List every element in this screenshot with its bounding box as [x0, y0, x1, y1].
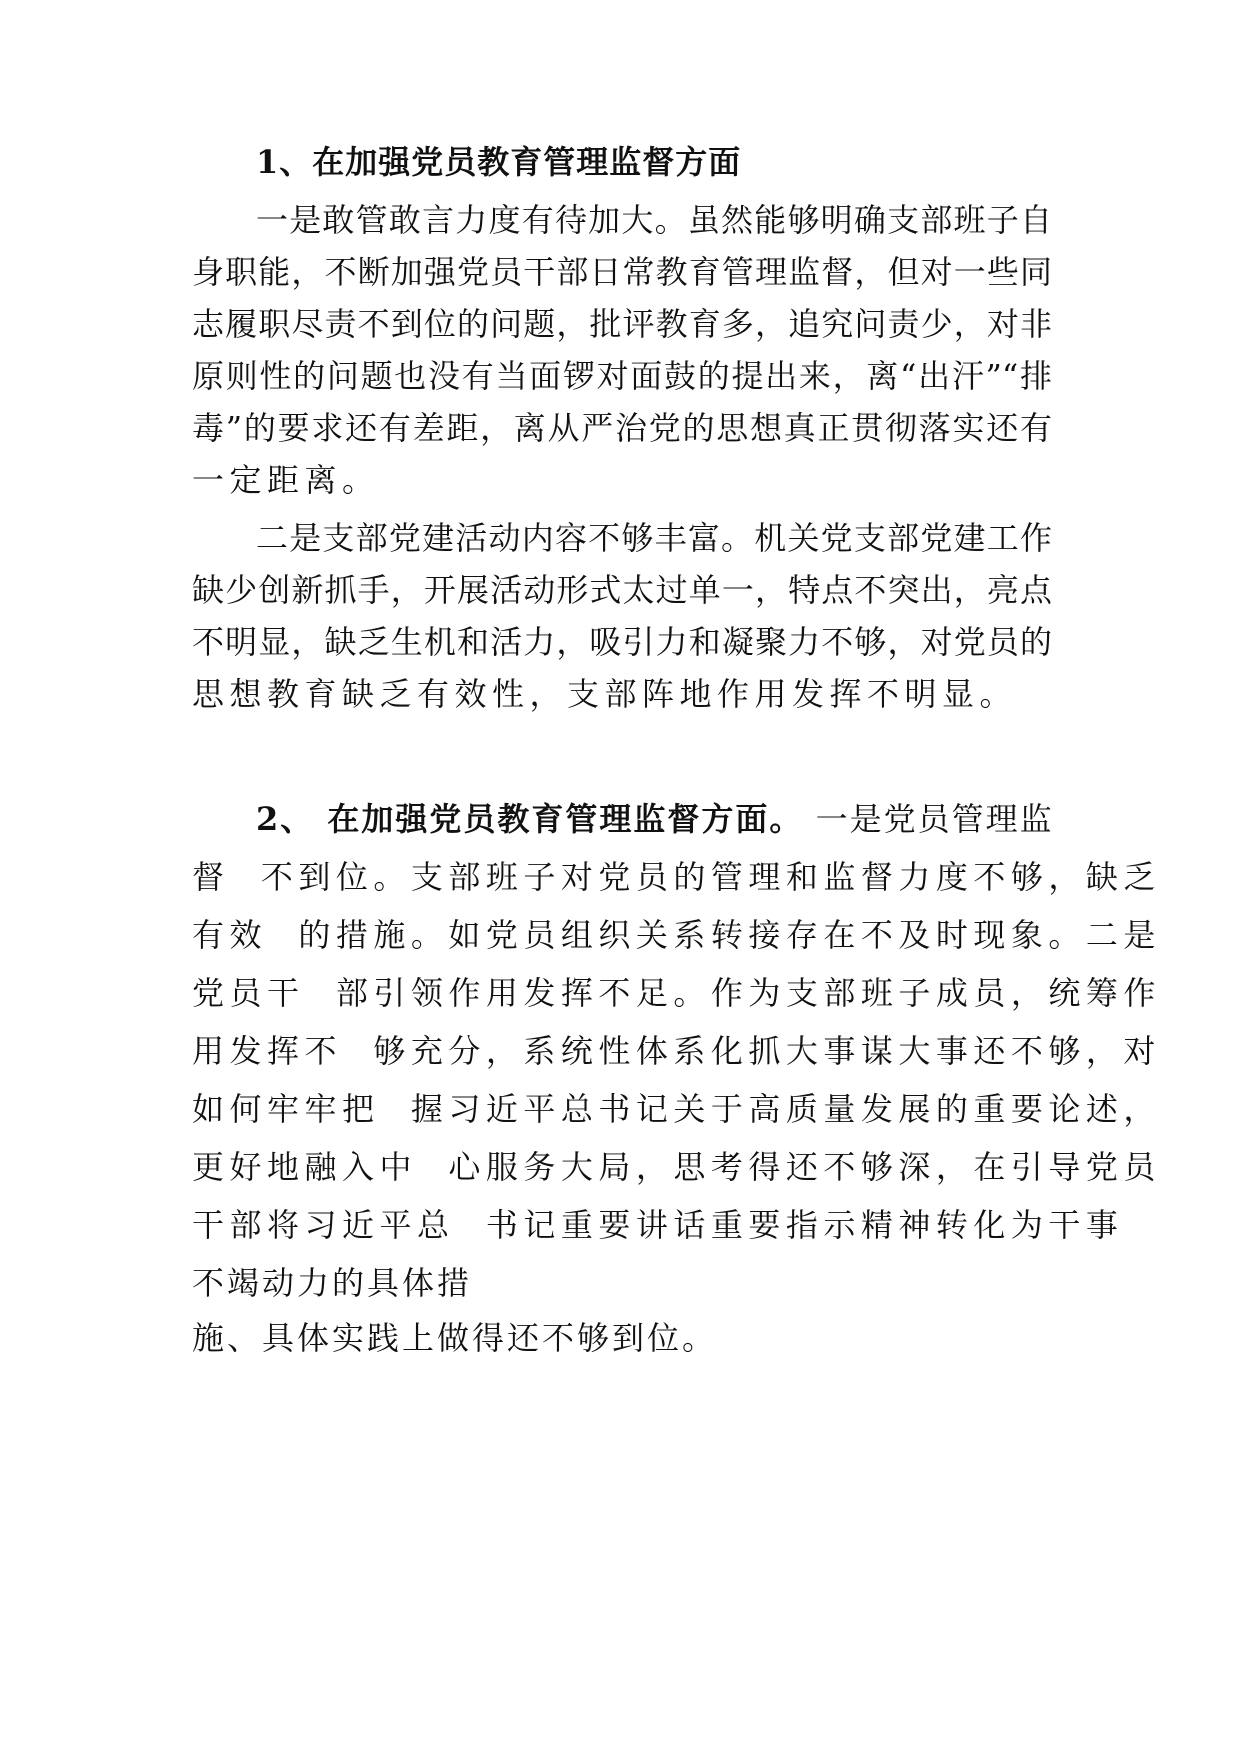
section2-line-8: 不竭动力的具体措: [192, 1264, 473, 1302]
section2-heading-line: [256, 799, 1052, 839]
section1-para1-line-1: 一是敢管敢言力度有待加大。虽然能够明确支部班子自: [256, 201, 1052, 239]
section2-line-7: 干部将习近平总 书记重要讲话重要指示精神转化为干事: [192, 1206, 1124, 1244]
section1-para1-line-5: 毒”的要求还有差距，离从严治党的思想真正贯彻落实还有: [192, 409, 1052, 447]
section1-para2-line-3: 不明显，缺乏生机和活力，吸引力和凝聚力不够，对党员的: [192, 623, 1052, 661]
section1-para2-line-4: 思想教育缺乏有效性，支部阵地作用发挥不明显。: [192, 675, 1018, 713]
section1-para1-line-6: 一定距离。: [192, 461, 380, 499]
section2-heading: 2、 在加强党员教育管理监督方面。: [256, 800, 804, 838]
section2-line-5: 如何牢牢把 握习近平总书记关于高质量发展的重要论述，: [192, 1090, 1161, 1128]
section2-line-1: 督 不到位。支部班子对党员的管理和监督力度不够，缺乏: [192, 858, 1161, 896]
section2-heading-rest: 一是党员管理监: [803, 800, 1054, 838]
section1-para2-line-2: 缺少创新抓手，开展活动形式太过单一，特点不突出，亮点: [192, 571, 1052, 609]
section1-para1-line-3: 志履职尽责不到位的问题，批评教育多，追究问责少，对非: [192, 305, 1052, 343]
section2-line-3: 党员干 部引领作用发挥不足。作为支部班子成员，统筹作: [192, 974, 1161, 1012]
section2-line-2: 有效 的措施。如党员组织关系转接存在不及时现象。二是: [192, 916, 1161, 954]
section1-para1-line-4: 原则性的问题也没有当面锣对面鼓的提出来，离“出汗”“排: [192, 357, 1052, 395]
section1-para1-line-2: 身职能，不断加强党员干部日常教育管理监督，但对一些同: [192, 253, 1052, 291]
section1-heading: 1、在加强党员教育管理监督方面: [256, 143, 742, 181]
section2-line-9: 施、具体实践上做得还不够到位。: [192, 1319, 718, 1357]
section2-line-6: 更好地融入中 心服务大局，思考得还不够深，在引导党员: [192, 1148, 1161, 1186]
section2-line-4: 用发挥不 够充分，系统性体系化抓大事谋大事还不够，对: [192, 1032, 1161, 1070]
section1-para2-line-1: 二是支部党建活动内容不够丰富。机关党支部党建工作: [256, 519, 1052, 557]
